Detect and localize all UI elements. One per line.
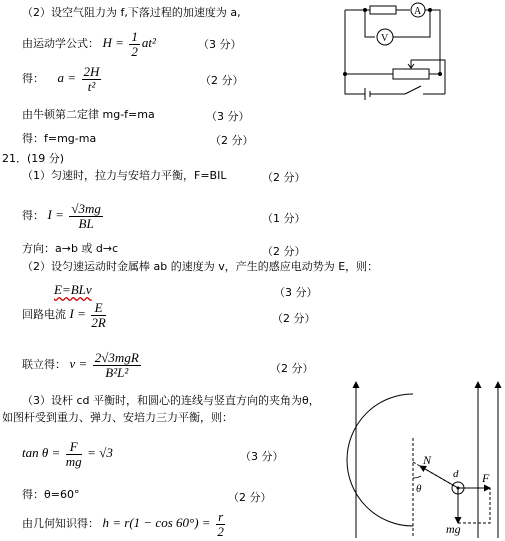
newton-law: 由牛顿第二定律 mg-f=ma bbox=[22, 108, 155, 121]
tan-formula: tan θ = $\frac{F}{mg}$ = √3 bbox=[22, 438, 113, 469]
current-formula: 回路电流 I = $\frac{E}{2R}$ bbox=[22, 299, 106, 330]
label-mg: mg bbox=[446, 522, 461, 536]
p2-intro: （2）设匀速运动时金属棒 ab 的速度为 v，产生的感应电动势为 E，则： bbox=[22, 260, 379, 273]
result-a-score: （2 分） bbox=[200, 74, 244, 87]
p3-intro-2: 如图杆受到重力、弹力、安培力三力平衡，则： bbox=[2, 411, 233, 424]
result-f-score: （2 分） bbox=[210, 134, 254, 147]
kinematics-score: （3 分） bbox=[198, 38, 242, 51]
current-score: （2 分） bbox=[272, 312, 316, 325]
geometry-formula: 由几何知识得： h = r(1 − cos 60°) = $\frac{r}{2}$ bbox=[22, 508, 224, 539]
p1-intro: （1）匀速时，拉力与安培力平衡，F=BIL bbox=[22, 169, 227, 182]
label-F: F bbox=[482, 471, 490, 485]
rheostat bbox=[393, 69, 429, 79]
sec2-intro: （2）设空气阻力为 f,下落过程的加速度为 a, bbox=[22, 6, 241, 19]
p1-result-score: （1 分） bbox=[262, 212, 306, 225]
semicircle-rail bbox=[347, 394, 413, 526]
tan-score: （3 分） bbox=[240, 450, 284, 463]
p3-intro-1: （3）设杆 cd 平衡时，和圆心的连线与竖直方向的夹角为θ， bbox=[22, 394, 320, 407]
combine-formula: 联立得： v = $\frac{\text{2√3mgR}}{\text{B²L²}}$ bbox=[22, 349, 139, 380]
label-theta: θ bbox=[416, 483, 422, 495]
theta-result: 得：θ=60° bbox=[22, 488, 80, 501]
result-a: 得： a = $\frac{2H}{\text{t²}}$ bbox=[22, 63, 100, 94]
p1-intro-score: （2 分） bbox=[262, 171, 306, 184]
resistor-top bbox=[370, 6, 396, 14]
emf-formula: E=BLv bbox=[54, 282, 92, 297]
label-d: d bbox=[453, 468, 459, 480]
theta-score: （2 分） bbox=[228, 491, 272, 504]
force-diagram bbox=[340, 378, 505, 540]
direction: 方向：a→b 或 d→c bbox=[22, 242, 119, 255]
circuit-diagram bbox=[335, 2, 500, 102]
result-f: 得：f=mg-ma bbox=[22, 132, 97, 145]
p1-result: 得： I = $\frac{√3mg}{BL}$ bbox=[22, 200, 101, 231]
label-N: N bbox=[423, 453, 432, 467]
switch bbox=[405, 86, 421, 94]
combine-score: （2 分） bbox=[270, 362, 314, 375]
ammeter-label: A bbox=[414, 6, 422, 17]
q21-header: 21．(19 分) bbox=[2, 152, 65, 165]
newton-score: （3 分） bbox=[206, 110, 250, 123]
direction-score: （2 分） bbox=[262, 245, 306, 258]
emf-score: （3 分） bbox=[274, 286, 318, 299]
kinematics-formula: 由运动学公式： H = $\frac{1}{2}$ at² bbox=[22, 28, 156, 59]
voltmeter-label: V bbox=[381, 33, 389, 44]
